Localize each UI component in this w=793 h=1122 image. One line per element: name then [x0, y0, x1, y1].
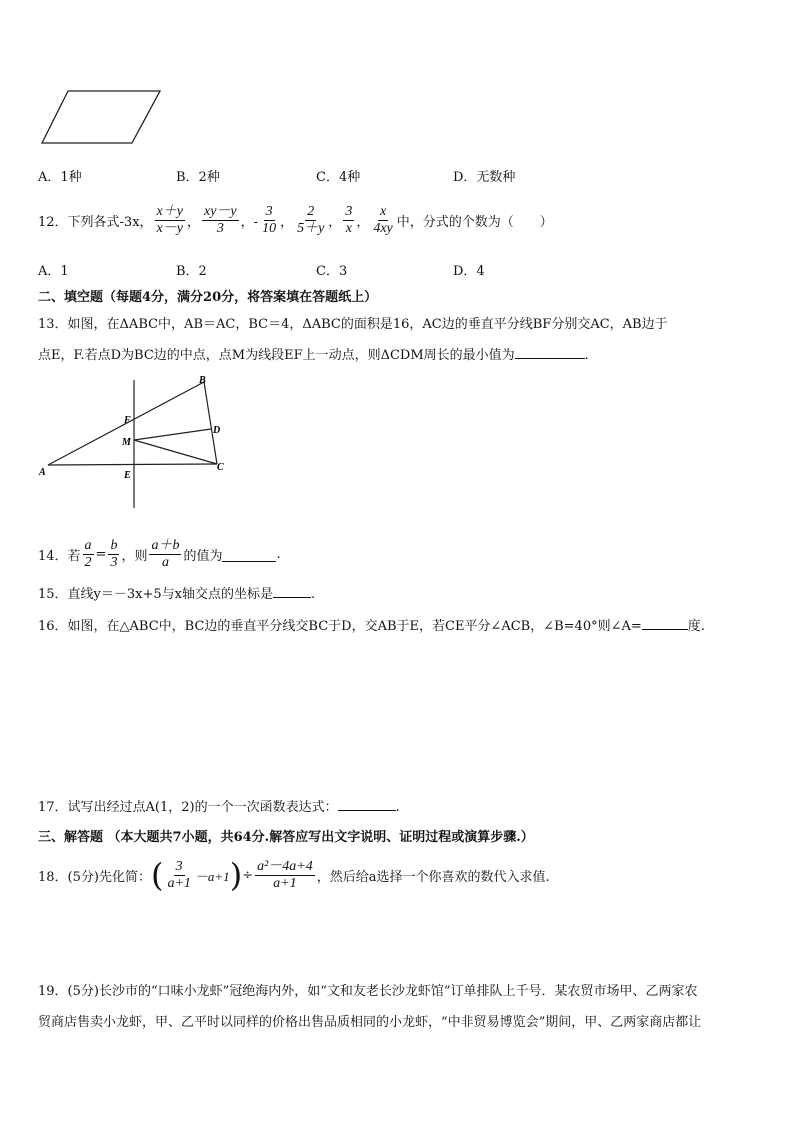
q19-line-1: 19．(5分)长沙市的“口味小龙虾”冠绝海内外，如“文和友老长沙龙虾馆”订单排队上千号．某农贸市场甲、乙两家农: [38, 984, 698, 999]
q12-suffix: 中，分式的个数为（ ）: [396, 214, 553, 230]
q13-line-2: 点E，F.若点D为BC边的中点，点M为线段EF上一动点，则ΔCDM周长的最小值为 .: [38, 348, 589, 363]
q11-option-d: D．无数种: [453, 170, 516, 185]
section-3-title: 三、解答题 （本大题共7小题，共64分.解答应写出文字说明、证明过程或演算步骤.）: [38, 830, 534, 845]
q14-fraction-a: $\frac{a}{2}$: [84, 537, 92, 570]
q14-fraction-b: $\frac{b}{3}$: [110, 537, 118, 570]
q16-answer-blank: [642, 629, 688, 630]
q12-option-a: A．1: [38, 264, 69, 279]
label-d: D: [213, 425, 221, 436]
q16-question: 16．如图，在△ABC中，BC边的垂直平分线交BC于D，交AB于E，若CE平分∠ACB，∠B=40°则∠A= 度.: [38, 619, 705, 634]
q12-fraction-6: $\frac{x}{4xy}$: [373, 203, 393, 236]
label-a: A: [39, 467, 46, 478]
q12-option-d: D．4: [453, 264, 485, 279]
q11-option-a: A．1种: [38, 170, 82, 185]
q17-answer-blank: [338, 810, 396, 811]
q14-question: 14．若 $\frac{a}{2}$ = $\frac{b}{3}$ ，则 $\frac{a+b}{a}$ 的值为 .: [38, 537, 281, 570]
q15-answer-blank: [273, 597, 311, 598]
q12-option-c: C．3: [316, 264, 348, 279]
q12-prefix: 12．下列各式-3x，: [38, 214, 153, 230]
q14-answer-blank: [222, 547, 276, 562]
label-m: M: [122, 437, 131, 448]
q18-fraction-1: $\frac{3}{a+1}$: [167, 858, 191, 891]
parallelogram-figure: [38, 88, 164, 148]
q14-fraction-ab: $\frac{a+b}{a}$: [151, 537, 180, 570]
label-e: E: [124, 470, 131, 481]
q13-answer-blank: [515, 358, 585, 359]
q18-fraction-2: $\frac{\text{a²－4a+4}}{a+1}$: [257, 858, 313, 891]
q19-line-2: 贸商店售卖小龙虾，甲、乙平时以同样的价格出售品质相同的小龙虾，“中非贸易博览会”期间，甲、乙两家商店都让: [38, 1015, 702, 1030]
q13-triangle-figure: [36, 374, 236, 514]
q17-question: 17．试写出经过点A(1，2)的一个一次函数表达式： .: [38, 800, 400, 815]
q11-option-b: B．2种: [176, 170, 220, 185]
q13-line-1: 13．如图，在ΔABC中，AB＝AC，BC＝4，ΔABC的面积是16，AC边的垂直平分线BF分别交AC，AB边于: [38, 317, 668, 332]
q12-fraction-4: $\frac{2}{5+y}$: [297, 203, 325, 236]
label-b: B: [199, 375, 206, 386]
q18-question: 18．(5分)先化简： ( $\frac{3}{a+1}$ －a+1 ) ÷ $\frac{\text{a²－4a+4}}{a+1}$ ，然后给a选择一个你喜欢的数代入求值.: [38, 856, 550, 894]
q12-fraction-1: $\frac{x+y}{x-y}$: [156, 203, 183, 236]
q12-option-b: B．2: [176, 264, 207, 279]
q12-question: 12．下列各式-3x， $\frac{x+y}{x-y}$ ， $\frac{xy-y}{3}$ ，- $\frac{3}{10}$ ， $\frac{2}{5+y}$ ， $\frac{3}{x}$ ， $\frac{x}{4xy}$ 中，分式的个数为（ ）: [38, 203, 553, 236]
section-2-title: 二、填空题（每题4分，满分20分，将答案填在答题纸上）: [38, 290, 378, 305]
q11-option-c: C．4种: [316, 170, 361, 185]
q12-fraction-3: $\frac{3}{10}$: [262, 203, 277, 236]
q12-fraction-5: $\frac{3}{x}$: [345, 203, 353, 236]
q12-fraction-2: $\frac{xy-y}{3}$: [204, 203, 237, 236]
label-f: F: [124, 415, 131, 426]
q15-question: 15．直线y＝－3x+5与x轴交点的坐标是 .: [38, 587, 316, 602]
label-c: C: [217, 462, 224, 473]
